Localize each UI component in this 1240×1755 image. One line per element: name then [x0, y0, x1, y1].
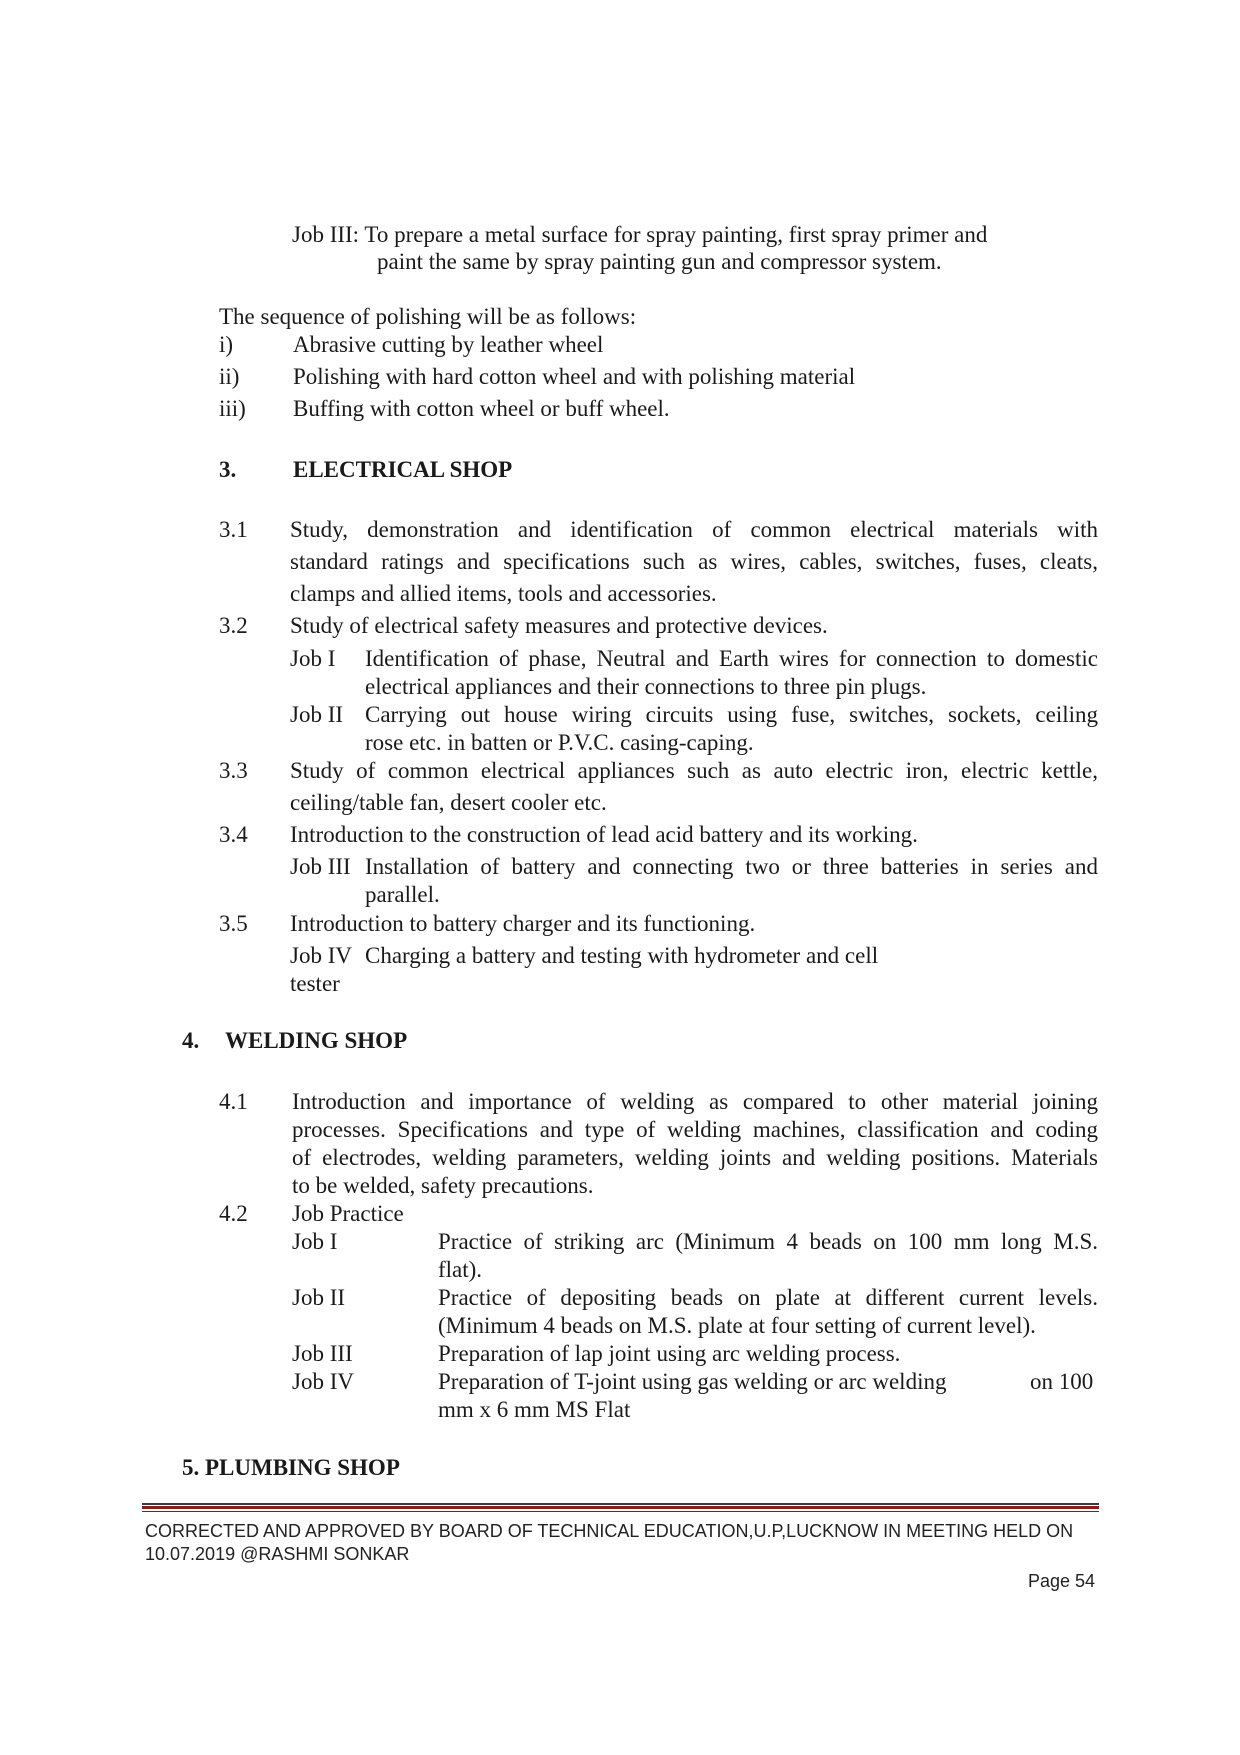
subsection-text: of electrodes, welding parameters, welding joints and welding positions. Materials: [292, 1145, 1098, 1170]
list-item: Buffing with cotton wheel or buff wheel.: [293, 396, 670, 421]
footer-rule-red: [142, 1506, 1099, 1509]
job-label: Job I: [290, 646, 336, 671]
job-label: Job III: [290, 854, 351, 879]
job-text: Identification of phase, Neutral and Earth wires for connection to domestic: [365, 646, 1098, 671]
subsection-text: to be welded, safety precautions.: [292, 1173, 594, 1198]
subsection-number: 3.5: [219, 911, 248, 936]
job-label: Job II: [290, 702, 344, 727]
list-item: Abrasive cutting by leather wheel: [293, 332, 604, 357]
list-item-num: iii): [219, 396, 246, 421]
subsection-text: Study of electrical safety measures and protective devices.: [290, 613, 828, 638]
job3-intro-line2: paint the same by spray painting gun and compressor system.: [377, 249, 942, 274]
job-label: Job I: [292, 1229, 338, 1254]
job-text: Practice of depositing beads on plate at different current levels.: [438, 1285, 1098, 1310]
job-text: mm x 6 mm MS Flat: [438, 1397, 631, 1422]
job-text: parallel.: [365, 882, 440, 907]
subsection-number: 4.1: [219, 1089, 248, 1114]
job-text: rose etc. in batten or P.V.C. casing-caping.: [365, 730, 754, 755]
section-title-electrical: ELECTRICAL SHOP: [293, 457, 513, 482]
section-number: 4.: [182, 1028, 200, 1053]
footer-approval-line1: CORRECTED AND APPROVED BY BOARD OF TECHNICAL EDUCATION,U.P,LUCKNOW IN MEETING HELD ON: [145, 1521, 1074, 1541]
list-item-num: ii): [219, 364, 240, 389]
job-text: Practice of striking arc (Minimum 4 beads on 100 mm long M.S.: [438, 1229, 1098, 1254]
job-label: Job III: [292, 1341, 353, 1366]
subsection-text: ceiling/table fan, desert cooler etc.: [290, 790, 607, 815]
job-text: Charging a battery and testing with hydrometer and cell: [365, 943, 879, 968]
subsection-number: 3.3: [219, 758, 248, 783]
subsection-text: Introduction to battery charger and its functioning.: [290, 911, 756, 936]
subsection-text: Study, demonstration and identification of common electrical materials with: [290, 517, 1098, 542]
footer-approval-line2: 10.07.2019 @RASHMI SONKAR: [145, 1544, 410, 1564]
job-label: Job II: [292, 1285, 346, 1310]
footer-rule-bottom: [142, 1511, 1099, 1512]
list-item: Polishing with hard cotton wheel and with polishing material: [293, 364, 856, 389]
page-number: Page 54: [1028, 1571, 1096, 1591]
subsection-text: Introduction and importance of welding as compared to other material joining: [292, 1089, 1098, 1114]
job3-intro-line1: Job III: To prepare a metal surface for spray painting, first spray primer and: [292, 222, 988, 247]
list-item-num: i): [219, 332, 234, 357]
job-text: Preparation of lap joint using arc welding process.: [438, 1341, 901, 1366]
polishing-heading: The sequence of polishing will be as follows:: [219, 304, 637, 329]
job-text: tester: [290, 971, 340, 996]
subsection-number: 4.2: [219, 1201, 248, 1226]
subsection-number: 3.1: [219, 517, 248, 542]
job-text: (Minimum 4 beads on M.S. plate at four setting of current level).: [438, 1313, 1036, 1338]
subsection-text: Job Practice: [292, 1201, 404, 1226]
job-label: Job IV: [292, 1369, 354, 1394]
subsection-number: 3.2: [219, 613, 248, 638]
subsection-text: processes. Specifications and type of welding machines, classification and coding: [292, 1117, 1098, 1142]
job-text: on 100: [1030, 1369, 1094, 1394]
job-text: electrical appliances and their connections to three pin plugs.: [365, 674, 927, 699]
job-text: Installation of battery and connecting two or three batteries in series and: [365, 854, 1098, 879]
job-text: Preparation of T-joint using gas welding or arc welding: [438, 1369, 947, 1394]
section-number: 3.: [219, 457, 237, 482]
subsection-text: clamps and allied items, tools and accessories.: [290, 581, 717, 606]
subsection-text: Introduction to the construction of lead acid battery and its working.: [290, 822, 918, 847]
section-title-plumbing: 5. PLUMBING SHOP: [182, 1455, 400, 1480]
footer-rule-top: [142, 1503, 1099, 1505]
job-text: Carrying out house wiring circuits using fuse, switches, sockets, ceiling: [365, 702, 1098, 727]
subsection-text: Study of common electrical appliances such as auto electric iron, electric kettle,: [290, 758, 1098, 783]
job-text: flat).: [438, 1257, 483, 1282]
job-label: Job IV: [290, 943, 352, 968]
subsection-number: 3.4: [219, 822, 248, 847]
subsection-text: standard ratings and specifications such as wires, cables, switches, fuses, cleats,: [290, 549, 1098, 574]
section-title-welding: WELDING SHOP: [225, 1028, 408, 1053]
